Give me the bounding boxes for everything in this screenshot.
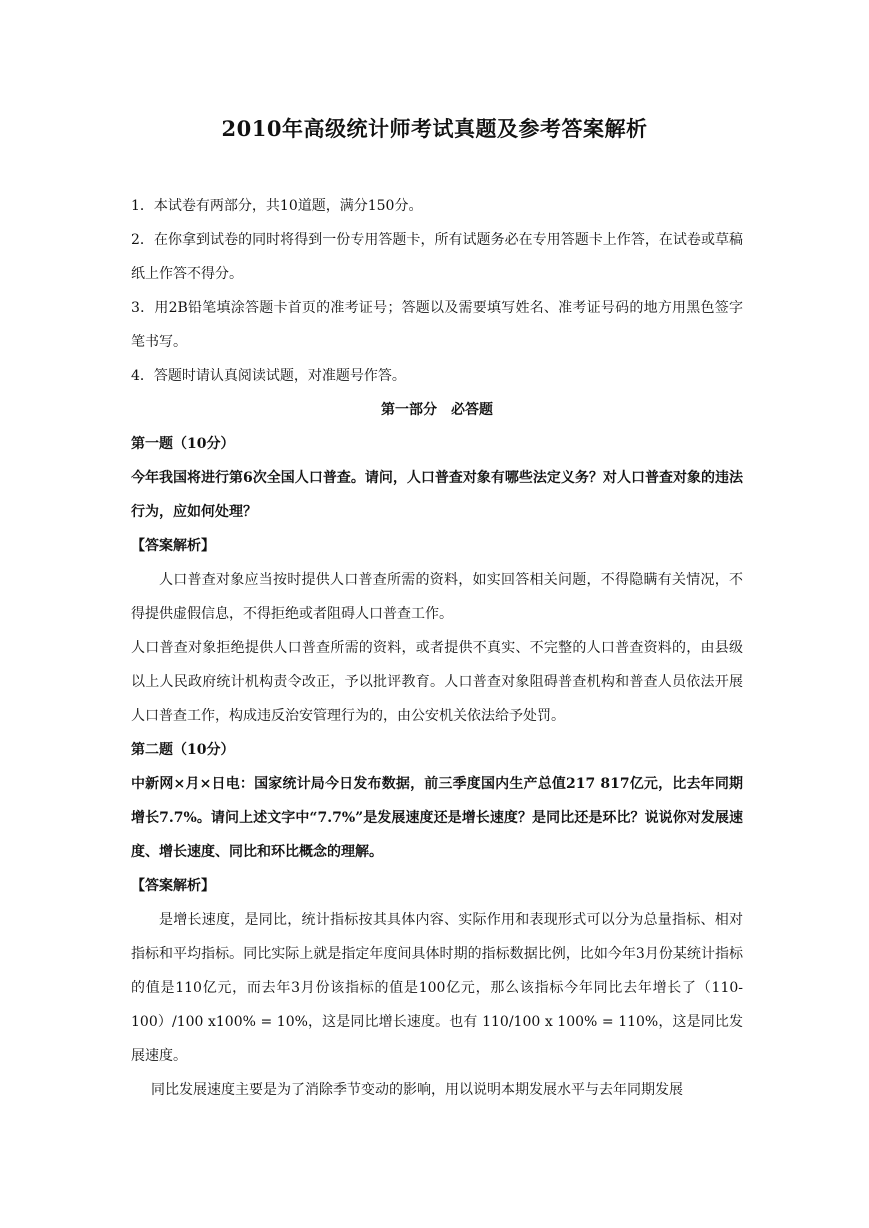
- question-2-heading: 第二题（10分）: [131, 742, 235, 758]
- document-body: [131, 189, 743, 1107]
- question-1-text: 今年我国将进行第6次全国人口普查。请问，人口普查对象有哪些法定义务？对人口普查对象的违法行为，应如何处理？: [131, 470, 743, 520]
- question-1-answer-paragraph-1: 人口普查对象应当按时提供人口普查所需的资料，如实回答相关问题，不得隐瞒有关情况，不得提供虚假信息，不得拒绝或者阻碍人口普查工作。: [131, 572, 743, 622]
- question-1-heading: 第一题（10分）: [131, 436, 235, 452]
- part-heading: 第一部分 必答题: [381, 402, 493, 418]
- question-2-answer-paragraph-2: 同比发展速度主要是为了消除季节变动的影响，用以说明本期发展水平与去年同期发展: [151, 1082, 683, 1098]
- question-1-answer-paragraph-2: 人口普查对象拒绝提供人口普查所需的资料，或者提供不真实、不完整的人口普查资料的，由县级以上人民政府统计机构责令改正，予以批评教育。人口普查对象阻碍普查机构和普查人员依法开展人口普查工作，构成违反治安管理行为的，由公安机关依法给予处罚。: [131, 640, 743, 724]
- question-1-answer-label: 【答案解析】: [131, 538, 215, 554]
- instruction-1: 1．本试卷有两部分，共10道题，满分150分。: [131, 198, 423, 214]
- instruction-4: 4．答题时请认真阅读试题，对准题号作答。: [131, 368, 406, 384]
- instruction-3: 3．用2B铅笔填涂答题卡首页的准考证号；答题以及需要填写姓名、准考证号码的地方用黑色签字笔书写。: [131, 300, 743, 350]
- question-2-text: 中新网×月×日电：国家统计局今日发布数据，前三季度国内生产总值217 817亿元，比去年同期增长7.7%。请问上述文字中“7.7%”是发展速度还是增长速度？是同比还是环比？说说你对发展速度、增长速度、同比和环比概念的理解。: [131, 776, 743, 860]
- question-2-answer-label: 【答案解析】: [131, 878, 215, 894]
- question-2-answer-paragraph-1: 是增长速度，是同比，统计指标按其具体内容、实际作用和表现形式可以分为总量指标、相对指标和平均指标。同比实际上就是指定年度间具体时期的指标数据比例，比如今年3月份某统计指标的值是110亿元，而去年3月份该指标的值是100亿元，那么该指标今年同比去年增长了（110-100）/100 x100% = 10%，这是同比增长速度。也有 110/100 x 100% = 110%，这是同比发展速度。: [131, 912, 743, 1064]
- document-title: 2010年高级统计师考试真题及参考答案解析: [221, 116, 648, 141]
- instruction-2: 2．在你拿到试卷的同时将得到一份专用答题卡，所有试题务必在专用答题卡上作答，在试卷或草稿纸上作答不得分。: [131, 232, 743, 282]
